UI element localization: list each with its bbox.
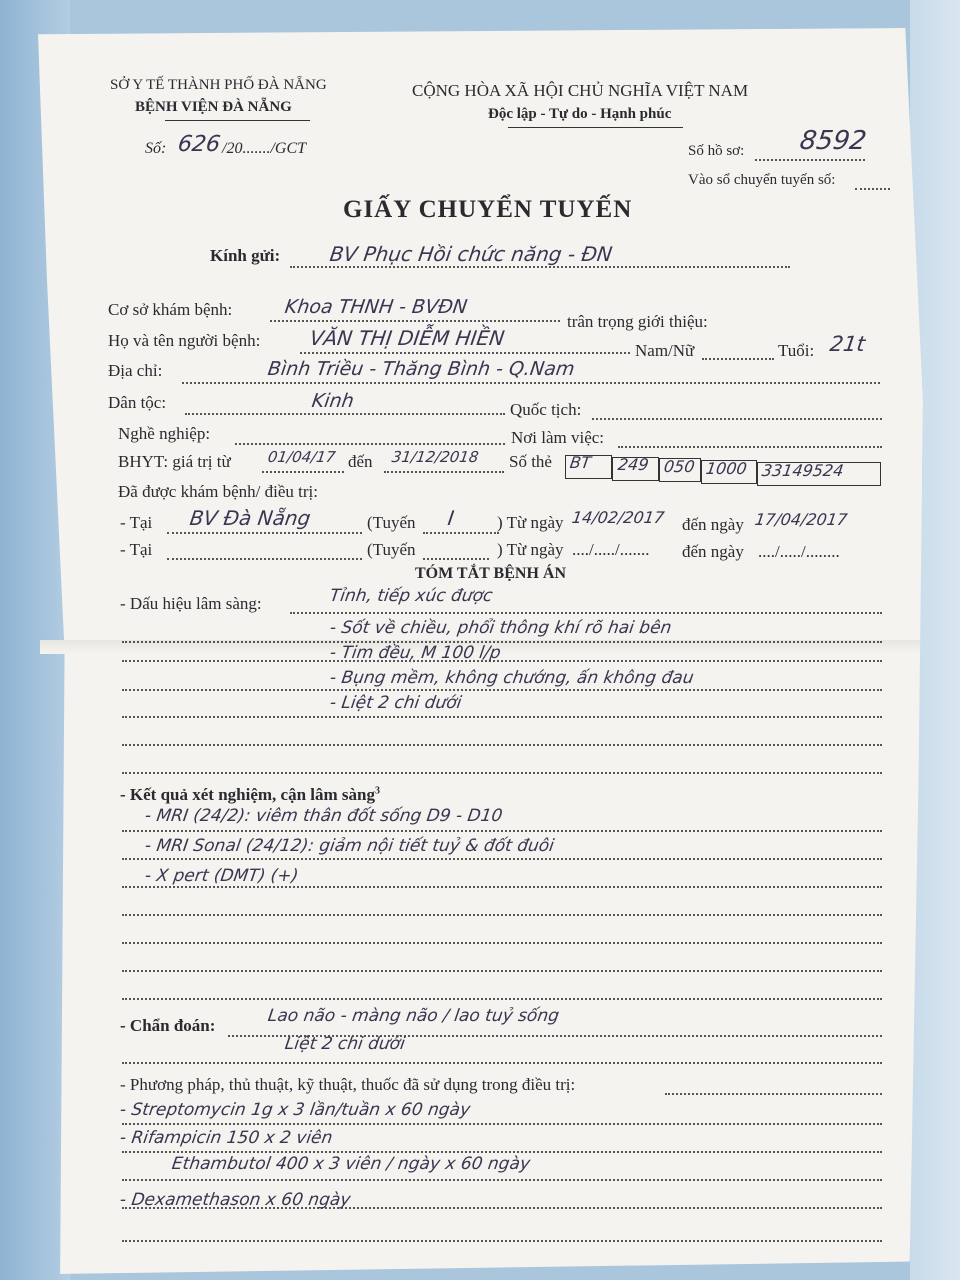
diagnosis-line-2: Liệt 2 chi dưới [283,1034,407,1054]
name-label: Họ và tên người bệnh: [108,331,261,350]
hospital-underline [165,120,310,121]
clinical-line-3: - Tim đều, M 100 l/p [328,643,503,663]
hospital-name: BỆNH VIỆN ĐÀ NẴNG [135,99,292,115]
card-value-1: BT [568,453,593,472]
from2-value: ..../...../....... [572,540,650,559]
workplace-label: Nơi làm việc: [511,428,605,447]
intro-label: trân trọng giới thiệu: [567,312,708,331]
card-value-5: 33149524 [760,461,845,480]
ethnic-label: Dân tộc: [108,393,167,412]
age-value: 21t [828,332,867,356]
number-label: Số: [145,140,167,157]
from2-label: ) Từ ngày [497,540,564,559]
clinical-line-4: - Bụng mềm, không chướng, ấn không đau [328,668,695,688]
lab-label: - Kết quả xét nghiệm, cận lâm sàng$^3$ [120,785,380,804]
nationality-label: Quốc tịch: [510,400,582,419]
treatment-line-2: - Rifampicin 150 x 2 viên [118,1128,334,1148]
address-label: Địa chỉ: [108,361,163,380]
lab-line-3: - X pert (DMT) (+) [143,866,300,886]
at1-value: BV Đà Nẵng [188,506,313,530]
to1-label: đến ngày [682,515,744,534]
address-value: Bình Triều - Thăng Bình - Q.Nam [266,358,576,380]
card-label: Số thẻ [509,452,552,471]
treatment-line-4: - Dexamethason x 60 ngày [118,1190,352,1210]
diagnosis-line-1: Lao não - màng não / lao tuỷ sống [266,1006,561,1026]
line1-label: (Tuyến [367,513,416,532]
department-name: SỞ Y TẾ THÀNH PHỐ ĐÀ NẴNG [110,77,327,93]
at1-label: - Tại [120,513,153,532]
clinical-line-2: - Sốt về chiều, phổi thông khí rõ hai bên [328,618,673,638]
card-value-4: 1000 [704,459,749,478]
to-label: Kính gửi: [210,246,281,265]
treatment-line-3: Ethambutol 400 x 3 viên / ngày x 60 ngày [170,1154,532,1174]
treatment-line-1: - Streptomycin 1g x 3 lần/tuần x 60 ngày [118,1100,472,1120]
clinical-line-5: - Liệt 2 chi dưới [328,693,463,713]
line2-label: (Tuyến [367,540,416,559]
bhyt-label: BHYT: giá trị từ [118,452,231,471]
facility-value: Khoa THNH - BVĐN [283,296,469,318]
to1-value: 17/04/2017 [753,510,849,529]
from1-label: ) Từ ngày [497,513,564,532]
clinical-label: - Dấu hiệu lâm sàng: [120,594,262,613]
number-suffix: /20......./GCT [222,140,307,157]
job-label: Nghề nghiệp: [118,424,211,443]
record-label: Số hồ sơ: [688,143,745,159]
line1-value: I [446,506,456,530]
to2-label: đến ngày [682,542,744,561]
card-value-2: 249 [616,455,650,474]
lab-line-1: - MRI (24/2): viêm thân đốt sống D9 - D10 [143,806,504,826]
treatment-label: - Phương pháp, thủ thuật, kỹ thuật, thuốc đã sử dụng trong điều trị: [120,1075,576,1094]
record-value: 8592 [797,126,869,156]
gender-label: Nam/Nữ [635,341,695,360]
bhyt-from: 01/04/17 [266,448,337,466]
card-value-3: 050 [662,457,696,476]
number-value: 626 [176,132,222,157]
lab-line-2: - MRI Sonal (24/12): giảm nội tiết tuỷ & đốt đuôi [143,836,556,856]
motto-underline [508,127,683,128]
document-title: GIẤY CHUYỂN TUYẾN [343,196,633,223]
diagnosis-label: - Chẩn đoán: [120,1016,216,1035]
facility-label: Cơ sở khám bệnh: [108,300,233,319]
clinical-line-1: Tỉnh, tiếp xúc được [328,586,494,606]
to2-value: ..../...../........ [758,542,840,561]
treated-label: Đã được khám bệnh/ điều trị: [118,482,318,501]
bhyt-to-label: đến [348,452,373,471]
name-value: VĂN THỊ DIỄM HIỀN [308,326,506,350]
age-label: Tuổi: [778,341,815,360]
ethnic-value: Kinh [310,390,356,412]
republic-name: CỘNG HÒA XÃ HỘI CHỦ NGHĨA VIỆT NAM [412,81,749,100]
at2-label: - Tại [120,540,153,559]
bhyt-to: 31/12/2018 [390,448,480,466]
to-value: BV Phục Hồi chức năng - ĐN [328,242,614,266]
summary-heading: TÓM TẮT BỆNH ÁN [415,565,566,582]
from1-value: 14/02/2017 [570,508,666,527]
register-label: Vào sổ chuyển tuyến số: [688,172,836,188]
motto: Độc lập - Tự do - Hạnh phúc [488,106,672,122]
